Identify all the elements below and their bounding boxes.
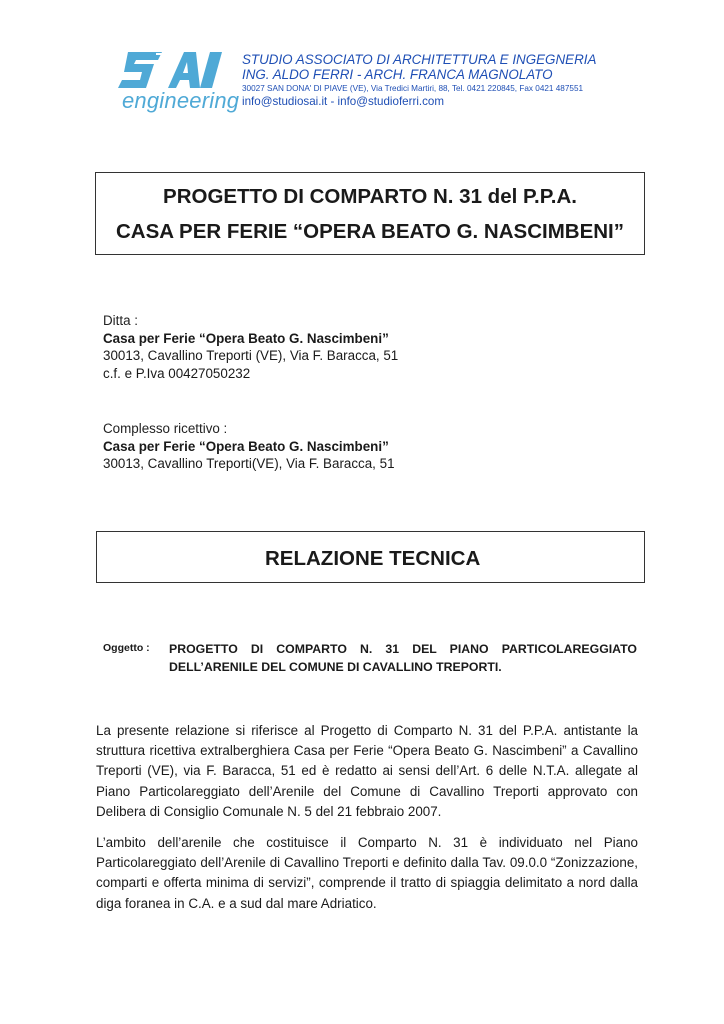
body-paragraph-2: L’ambito dell’arenile che costituisce il Comparto N. 31 è individuato nel Piano Particolareggiato dell’Arenile di Cavallino Treporti e definito dalla Tav. 09.0.0 “Zonizzazione, comparti e offerta minima di servizi”, comprende il tratto di spiaggia delimitato a nord dalla diga foranea in C.A. e a sud dal mare Adriatico. bbox=[96, 835, 638, 911]
oggetto-line1: PROGETTO DI COMPARTO N. 31 DEL PIANO PARTICOLAREGGIATO bbox=[169, 642, 637, 656]
firm-name: STUDIO ASSOCIATO DI ARCHITETTURA E INGEGNERIA bbox=[242, 52, 597, 67]
logo-wordmark: engineering bbox=[122, 88, 240, 113]
complesso-name: Casa per Ferie “Opera Beato G. Nascimbeni” bbox=[103, 438, 389, 454]
sai-logo-mark-icon bbox=[118, 48, 236, 92]
body-paragraph-1: La presente relazione si riferisce al Progetto di Comparto N. 31 del P.P.A. antistante la struttura ricettiva extralberghiera Casa per Ferie “Opera Beato G. Nascimbeni” a Cavallino Treporti (VE), via F. Baracca, 51 ed è redatto ai sensi dell’Art. 6 delle N.T.A. allegate al Piano Particolareggiato dell’Arenile del Comune di Cavallino Treporti approvato con Delibera di Consiglio Comunale N. 5 del 21 febbraio 2007. bbox=[96, 723, 638, 819]
ditta-name: Casa per Ferie “Opera Beato G. Nascimbeni” bbox=[103, 330, 389, 346]
project-title-line1: PROGETTO DI COMPARTO N. 31 del P.P.A. bbox=[163, 185, 577, 208]
firm-email: info@studiosai.it - info@studioferri.com bbox=[242, 95, 445, 108]
oggetto-line2: DELL’ARENILE DEL COMUNE DI CAVALLINO TREPORTI. bbox=[169, 660, 502, 674]
complesso-address: 30013, Cavallino Treporti(VE), Via F. Baracca, 51 bbox=[103, 456, 395, 471]
ditta-label: Ditta : bbox=[103, 313, 138, 328]
complesso-block bbox=[103, 420, 395, 473]
relazione-title-box bbox=[96, 531, 645, 583]
project-title-box bbox=[95, 172, 645, 255]
ditta-address: 30013, Cavallino Treporti (VE), Via F. Baracca, 51 bbox=[103, 348, 399, 363]
company-logo bbox=[118, 48, 240, 114]
project-title-line2: CASA PER FERIE “OPERA BEATO G. NASCIMBENI” bbox=[116, 220, 624, 243]
oggetto-text bbox=[169, 640, 637, 676]
firm-partners: ING. ALDO FERRI - ARCH. FRANCA MAGNOLATO bbox=[242, 67, 553, 82]
firm-address: 30027 SAN DONA' DI PIAVE (VE), Via Tredici Martiri, 88, Tel. 0421 220845, Fax 0421 487551 bbox=[242, 84, 584, 93]
oggetto-label: Oggetto : bbox=[103, 642, 150, 654]
ditta-block bbox=[103, 312, 398, 382]
relazione-title: RELAZIONE TECNICA bbox=[265, 547, 481, 570]
complesso-label: Complesso ricettivo : bbox=[103, 421, 228, 436]
ditta-tax: c.f. e P.Iva 00427050232 bbox=[103, 365, 251, 381]
firm-header bbox=[242, 52, 682, 109]
